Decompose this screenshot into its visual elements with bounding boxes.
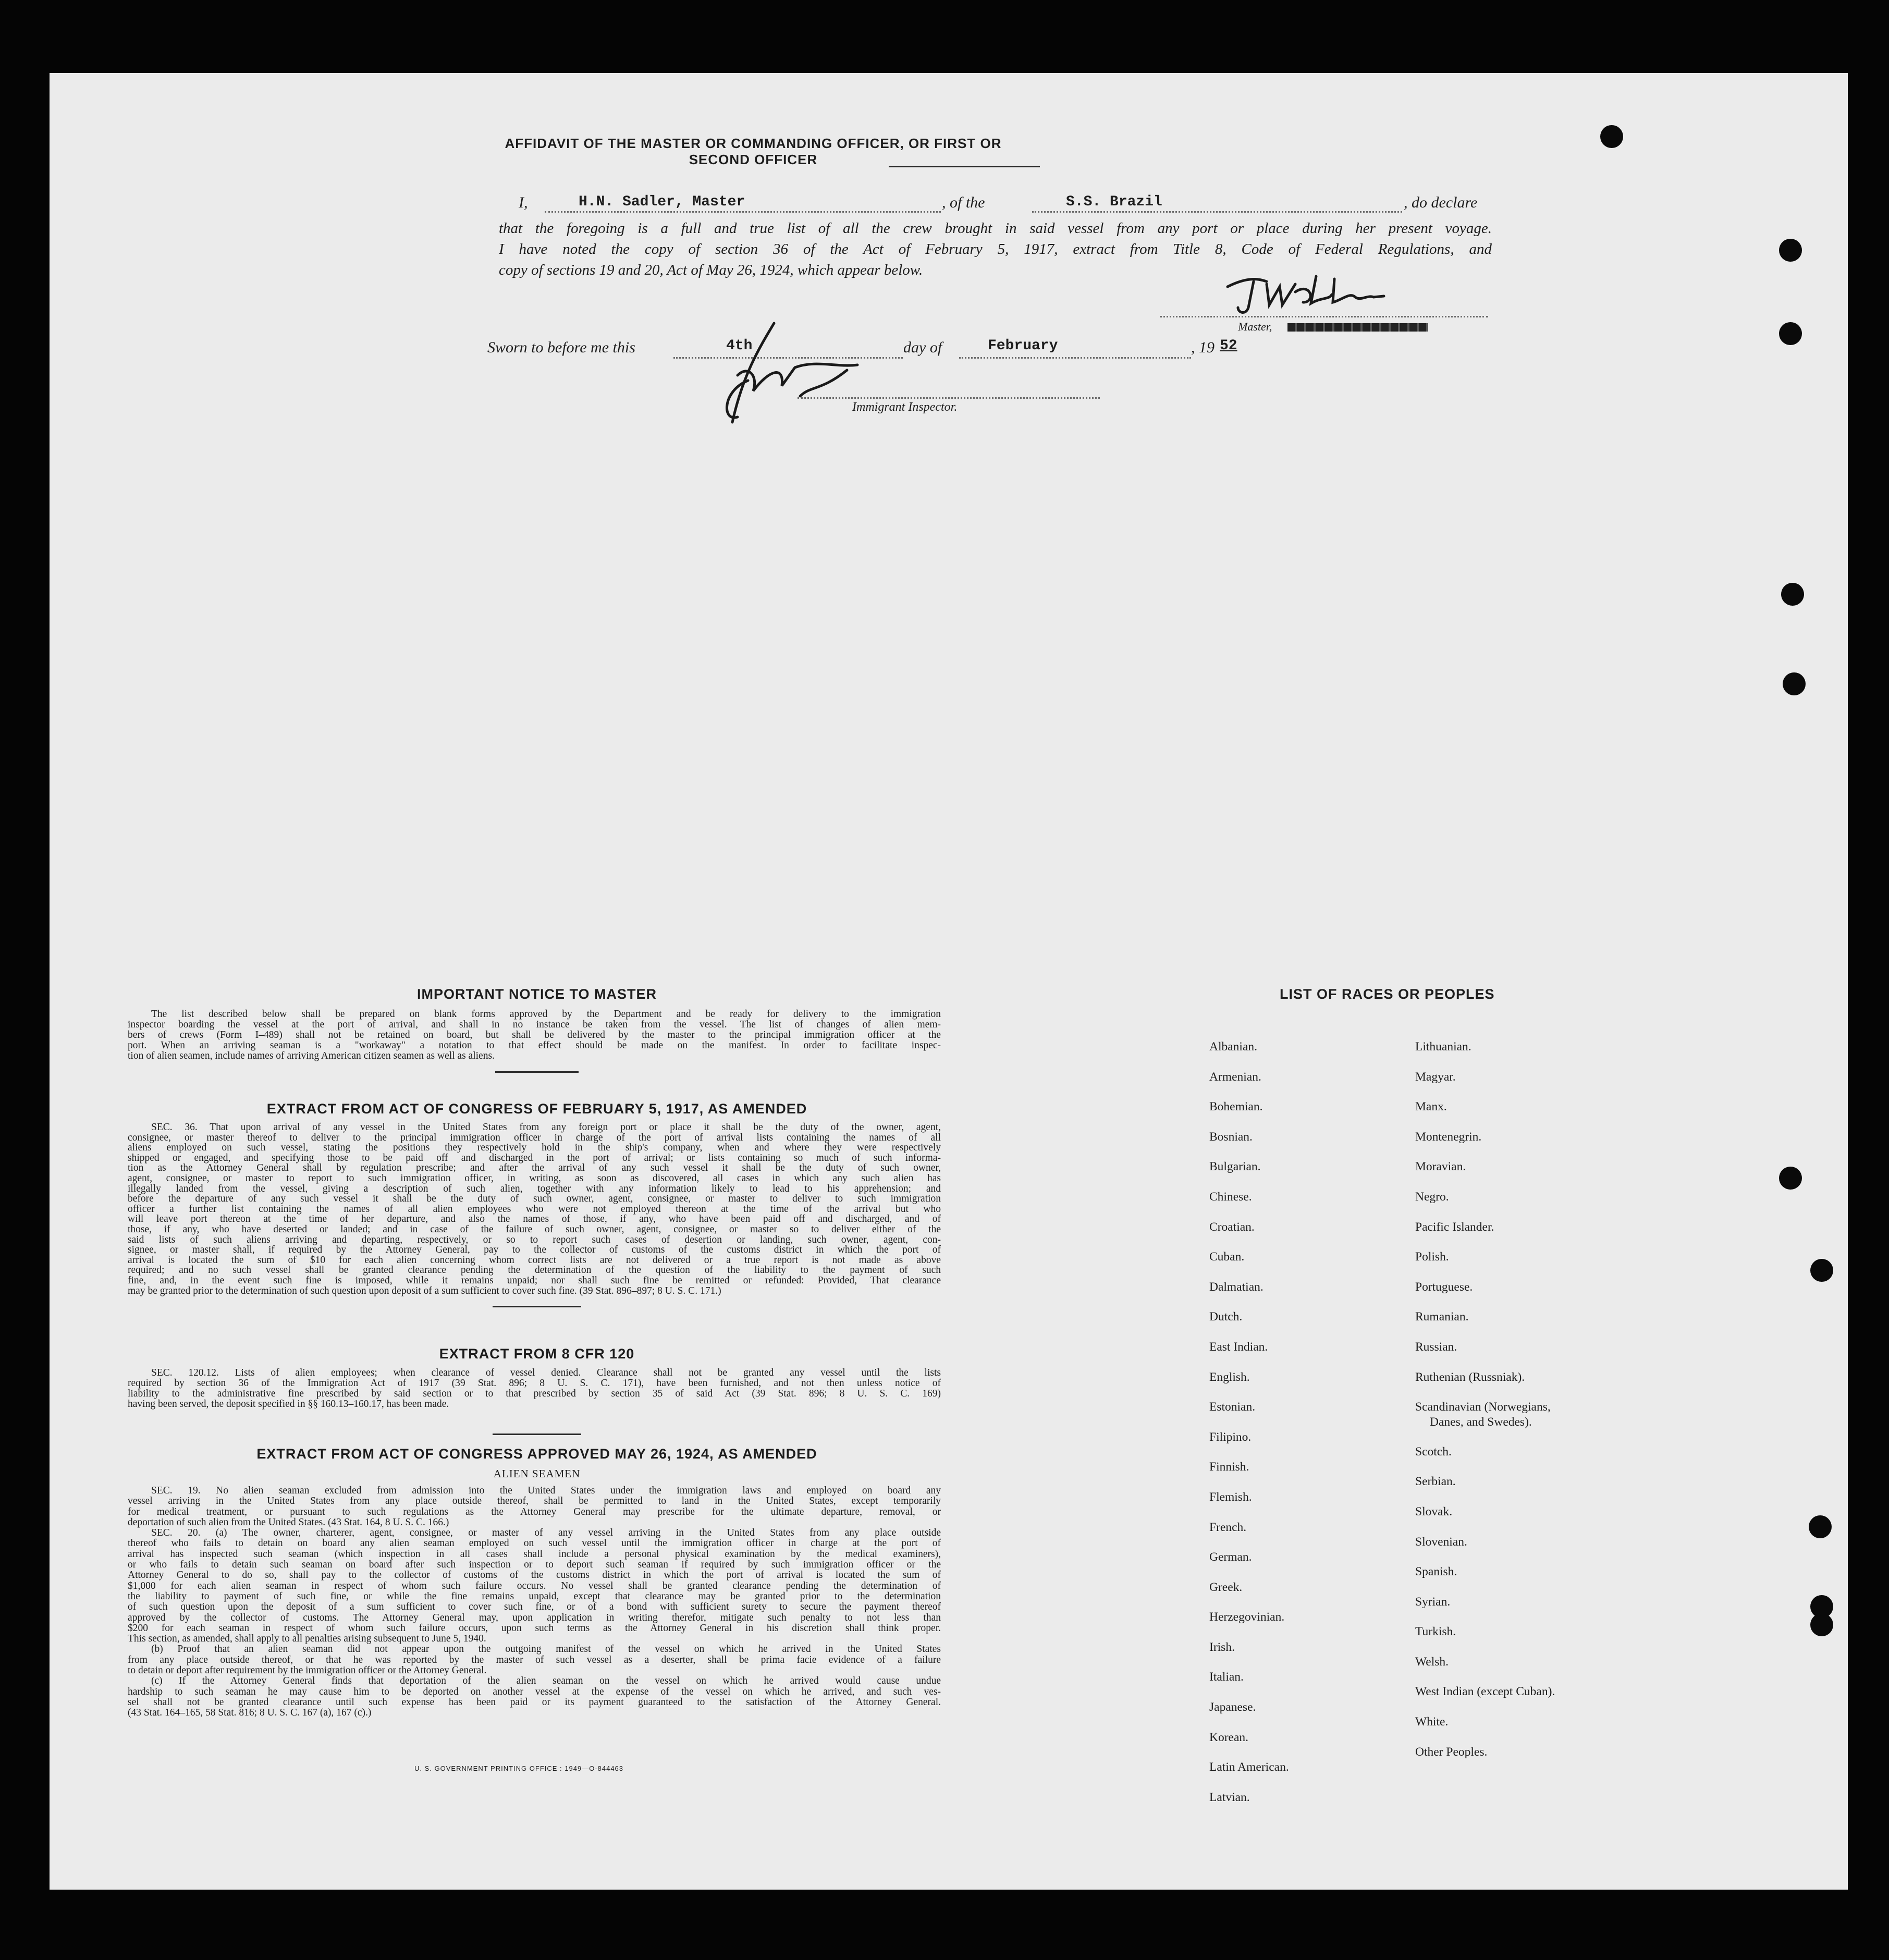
vessel-blank [1032, 211, 1402, 213]
month-blank [959, 357, 1191, 359]
sworn-label: Sworn to before me this [487, 339, 635, 356]
extract-line: may be granted prior to the determination of such question upon deposit of a sum sufficient to cover such fine. (39 Stat. 896–897; 8 U. S. C. 171.) [128, 1285, 721, 1296]
divider [493, 1306, 581, 1307]
race-entry: English. [1209, 1370, 1250, 1384]
extract-line: deportation of such alien from the United States. (43 Stat. 164, 8 U. S. C. 166.) [128, 1516, 449, 1528]
extract-line: agent, consignee, or master to report to such immigration officer, in writing, as soon as discovered, all cases in which any such alien has [128, 1172, 941, 1184]
race-entry: Montenegrin. [1415, 1130, 1482, 1144]
affidavit-heading: AFFIDAVIT OF THE MASTER OR COMMANDING OFFICER, OR FIRST OR SECOND OFFICER [505, 136, 1002, 167]
race-entry: Serbian. [1415, 1475, 1456, 1489]
extract-line: signee, or master shall, if required by the Attorney General, pay to the collector of customs of the customs district in which the port of [128, 1244, 941, 1256]
master-signature-line [1160, 316, 1488, 317]
affidavit-i: I, [519, 194, 528, 211]
races-right-column [1415, 1032, 1555, 1767]
sworn-year: 52 [1220, 338, 1237, 354]
sworn-day: 4th [726, 338, 753, 354]
extract-line: shipped or engaged, and specifying those to be paid off and discharged in the port of arrival; or lists containing so much of such informa- [128, 1152, 941, 1163]
notice-line: tion of alien seamen, include names of arriving American citizen seamen as well as aliens. [128, 1050, 495, 1061]
extract-line: arrival has inspected such seaman (which inspection in all cases shall include a personal physical examination by the medical examiners), [128, 1548, 941, 1560]
affidavit-line-4: copy of sections 19 and 20, Act of May 26, 1924, which appear below. [499, 262, 923, 278]
race-entry: Slovenian. [1415, 1535, 1467, 1549]
extract-line: (b) Proof that an alien seaman did not appear upon the outgoing manifest of the vessel on which he arrived in the United States [151, 1644, 941, 1655]
year-prefix: , 19 [1191, 339, 1215, 356]
race-entry: Spanish. [1415, 1565, 1457, 1579]
race-entry: Scandinavian (Norwegians, [1415, 1400, 1551, 1414]
extract-line: (43 Stat. 164–165, 58 Stat. 816; 8 U. S. C. 167 (a), 167 (c).) [128, 1707, 372, 1719]
inspector-signature [691, 318, 894, 433]
heading-rule [889, 166, 1040, 167]
race-entry: Irish. [1209, 1640, 1235, 1654]
day-of-label: day of [903, 339, 942, 356]
race-entry: Greek. [1209, 1580, 1243, 1594]
race-entry: Dalmatian. [1209, 1280, 1264, 1294]
race-entry: Danes, and Swedes). [1430, 1415, 1532, 1429]
notice-line: inspector boarding the vessel at the port of arrival, and shall in no instance be taken from the vessel. The list of changes of alien mem- [128, 1019, 941, 1030]
extract-line: SEC. 36. That upon arrival of any vessel in the United States from any foreign port or place it shall be the duty of the owner, agent, [151, 1122, 941, 1133]
race-entry: Armenian. [1209, 1070, 1261, 1084]
extract-line: said lists of such aliens arriving and departing, respectively, or so to report such cases of desertion or landing, such owner, agent, con- [128, 1234, 941, 1245]
race-entry: Manx. [1415, 1100, 1447, 1114]
do-declare-label: , do declare [1404, 194, 1478, 211]
race-entry: Flemish. [1209, 1490, 1252, 1504]
alien-seamen-subheading: ALIEN SEAMEN [493, 1467, 581, 1480]
notice-heading: IMPORTANT NOTICE TO MASTER [417, 986, 657, 1002]
extract-line: SEC. 20. (a) The owner, charterer, agent, consignee, or master of any vessel arriving in the United States from any place outside [151, 1527, 941, 1539]
name-blank [545, 211, 941, 213]
extract-line: officer a further list containing the names of all alien employees who were not employed thereon at the time of the arrival but who [128, 1203, 941, 1215]
race-entry: French. [1209, 1520, 1247, 1534]
race-entry: Pacific Islander. [1415, 1220, 1494, 1234]
race-entry: West Indian (except Cuban). [1415, 1685, 1555, 1699]
extract-line: SEC. 19. No alien seaman excluded from admission into the United States under the immigration laws and employed on board any [151, 1485, 941, 1496]
punch-hole [1810, 1259, 1833, 1282]
extract-line: hardship to such seaman he may cause him to be deported on another vessel at the expense of the vessel on which he arrived, and such ves- [128, 1686, 941, 1697]
race-entry: Welsh. [1415, 1655, 1449, 1669]
extract-1917-body [128, 1122, 941, 1296]
race-entry: Latvian. [1209, 1790, 1250, 1804]
race-entry: Italian. [1209, 1670, 1244, 1684]
extract-line: Attorney General to do so, shall pay to the collector of customs of the customs district in which the port of arrival is located the sum of [128, 1570, 941, 1581]
race-entry: Slovak. [1415, 1504, 1453, 1518]
extract-cfr-body [128, 1368, 941, 1410]
extract-line: liability to the administrative fine prescribed by said section or to that prescribed by section 35 of said Act (39 Stat. 896; 8 U. S. C. 169) [128, 1388, 941, 1399]
extract-line: SEC. 120.12. Lists of alien employees; when clearance of vessel denied. Clearance shall not be granted any vessel until the lists [151, 1367, 941, 1378]
punch-hole [1779, 239, 1802, 262]
punch-hole [1779, 1167, 1802, 1190]
notice-line: The list described below shall be prepared on blank forms approved by the Department and be ready for delivery to the immigration [151, 1009, 941, 1020]
race-entry: Croatian. [1209, 1220, 1255, 1234]
extract-line: required by section 36 of the Immigration Act of 1917 (39 Stat. 896; 8 U. S. C. 171), have been furnished, and not then unless notice of [128, 1378, 941, 1389]
race-entry: East Indian. [1209, 1340, 1268, 1354]
extract-line: aliens employed on such vessel, stating the positions they respectively hold in the ship's company, when and where they were respectively [128, 1142, 941, 1154]
race-entry: Lithuanian. [1415, 1040, 1471, 1054]
extract-line: having been served, the deposit specified in §§ 160.13–160.17, has been made. [128, 1399, 449, 1410]
document-page [50, 73, 1848, 1890]
race-entry: Filipino. [1209, 1430, 1252, 1444]
punch-hole [1600, 125, 1623, 148]
race-entry: Magyar. [1415, 1070, 1456, 1084]
extract-line: of such question upon the deposit of a sum sufficient to cover such fine, or of a bond with sufficient surety to secure the payment thereof [128, 1601, 941, 1613]
extract-line: will leave port thereon at the time of her departure, and also the names of those, if any, who have been paid off and discharged, and of [128, 1214, 941, 1225]
extract-line: consignee, or master thereof to deliver to the principal immigration officer in charge of the port of arrival lists containing the names of all [128, 1132, 941, 1143]
race-entry: Korean. [1209, 1730, 1249, 1744]
race-entry: Cuban. [1209, 1250, 1245, 1264]
divider [493, 1434, 581, 1435]
race-entry: Rumanian. [1415, 1310, 1469, 1324]
extract-line: This section, as amended, shall apply to all penalties arising subsequent to June 5, 1940. [128, 1633, 486, 1645]
extract-line: required; and no such vessel shall be granted clearance pending the determination of the question of the liability to the payment of such [128, 1265, 941, 1276]
extract-line: the liability to payment of such fine, or while the fine remains unpaid, except that clearance may be granted prior to the determination [128, 1590, 941, 1602]
master-name: H.N. Sadler, Master [579, 194, 745, 210]
extract-line: tion as the Attorney General shall by regulation prescribe; and after the arrival of any such vessel it shall be the duty of such owner, [128, 1162, 941, 1174]
sworn-month: February [988, 338, 1058, 354]
race-entry: Polish. [1415, 1250, 1449, 1264]
race-entry: Portuguese. [1415, 1280, 1473, 1294]
race-entry: Estonian. [1209, 1400, 1256, 1414]
printing-office-footer: U. S. GOVERNMENT PRINTING OFFICE : 1949—O-844463 [414, 1765, 624, 1772]
race-entry: Herzegovinian. [1209, 1610, 1285, 1624]
punch-hole [1810, 1613, 1833, 1636]
extract-cfr-heading: EXTRACT FROM 8 CFR 120 [439, 1346, 635, 1362]
extract-line: or who fails to detain such seaman on board after such inspection or to deport such seaman if required by such immigration officer or the [128, 1559, 941, 1571]
race-entry: Other Peoples. [1415, 1745, 1488, 1759]
notice-line: bers of crews (Form I–489) shall not be retained on board, but shall be delivered by the master to the principal immigration officer at the [128, 1030, 941, 1040]
race-entry: Turkish. [1415, 1625, 1456, 1639]
extract-1924-heading: EXTRACT FROM ACT OF CONGRESS APPROVED MAY 26, 1924, AS AMENDED [256, 1446, 817, 1462]
race-entry: Chinese. [1209, 1190, 1252, 1204]
extract-line: thereof who fails to detain on board any alien seaman employed on such vessel until the immigration officer in charge at the port of [128, 1538, 941, 1549]
master-signature [1217, 271, 1415, 318]
race-entry: Bohemian. [1209, 1100, 1263, 1114]
extract-line: sel shall not be granted clearance until such expense has been paid or its payment guaranteed to the satisfaction of the Attorney General. [128, 1696, 941, 1708]
race-entry: White. [1415, 1715, 1449, 1729]
race-entry: Japanese. [1209, 1700, 1256, 1714]
extract-line: for medical treatment, or pursuant to such regulations as the Attorney General may prescribe for the ultimate departure, removal, or [128, 1506, 941, 1517]
struck-title [1287, 323, 1428, 332]
race-entry: Syrian. [1415, 1595, 1451, 1609]
extract-line: before the departure of any such vessel it shall be the duty of such owner, agent, consignee, or master to deliver to such immigration [128, 1193, 941, 1205]
races-heading: LIST OF RACES OR PEOPLES [1280, 986, 1495, 1002]
race-entry: Latin American. [1209, 1760, 1289, 1774]
notice-body [128, 1009, 941, 1061]
race-entry: Dutch. [1209, 1310, 1243, 1324]
vessel-name: S.S. Brazil [1066, 194, 1162, 210]
of-the-label: , of the [942, 194, 985, 211]
race-entry: Albanian. [1209, 1040, 1258, 1054]
extract-1924-body [128, 1486, 941, 1719]
extract-line: arrival is located the sum of $10 for each alien concerning whom correct lists are not delivered or a true report is not made as above [128, 1254, 941, 1266]
extract-line: (c) If the Attorney General finds that deportation of the alien seaman on the vessel on which he arrived would cause undue [151, 1675, 941, 1687]
extract-line: fine, and, in the event such fine is imposed, while it remains unpaid; nor shall such fine be remitted or refunded: Provided, That clearance [128, 1275, 941, 1286]
races-left-column [1209, 1032, 1289, 1812]
race-entry: Finnish. [1209, 1460, 1249, 1474]
affidavit-line-2: that the foregoing is a full and true list of all the crew brought in said vessel from any port or place during her present voyage. [499, 220, 1492, 237]
extract-line: to detain or deport after requirement by the immigration officer or the Attorney General. [128, 1665, 487, 1676]
extract-line: $200 for each seaman in respect of whom such failure occurs, upon such terms as the Attorney General in his discretion shall think proper. [128, 1622, 941, 1634]
extract-1917-heading: EXTRACT FROM ACT OF CONGRESS OF FEBRUARY 5, 1917, AS AMENDED [266, 1101, 807, 1117]
inspector-signature-line [798, 397, 1100, 399]
punch-hole [1783, 672, 1806, 695]
extract-line: $1,000 for each alien seaman in respect of whom such failure occurs. No vessel shall be granted clearance pending the determination of [128, 1580, 941, 1591]
race-entry: Bosnian. [1209, 1130, 1253, 1144]
affidavit-line-3: I have noted the copy of section 36 of the Act of February 5, 1917, extract from Title 8, Code of Federal Regulations, and [499, 241, 1492, 258]
inspector-label: Immigrant Inspector. [852, 400, 958, 414]
extract-line: from any place outside thereof, or that he was reported by the master of such vessel as a deserter, shall be prima facie evidence of a failure [128, 1654, 941, 1665]
punch-hole [1779, 322, 1802, 345]
divider [495, 1071, 579, 1073]
race-entry: Negro. [1415, 1190, 1449, 1204]
punch-hole [1809, 1515, 1832, 1538]
race-entry: German. [1209, 1550, 1252, 1564]
extract-line: illegally landed from the vessel, giving a description of such alien, together with any information likely to lead to his apprehension; and [128, 1183, 941, 1194]
extract-line: vessel arriving in the United States from any place outside thereof, shall be permitted to land in the United States, except temporarily [128, 1496, 941, 1507]
race-entry: Moravian. [1415, 1160, 1466, 1174]
extract-line: approved by the collector of customs. The Attorney General may, upon application in writing therefor, mitigate such penalty to not less than [128, 1612, 941, 1623]
race-entry: Russian. [1415, 1340, 1457, 1354]
notice-line: port. When an arriving seaman is a "workaway" a notation to that effect should be made on the manifest. In order to facilitate inspec- [128, 1040, 941, 1051]
race-entry: Scotch. [1415, 1444, 1452, 1459]
extract-line: those, if any, who have deserted or landed; and in case of the failure of such owner, agent, consignee, or master so to deliver either of the [128, 1223, 941, 1235]
race-entry: Bulgarian. [1209, 1160, 1261, 1174]
race-entry: Ruthenian (Russniak). [1415, 1370, 1525, 1384]
master-label: Master, [1238, 320, 1272, 333]
punch-hole [1781, 583, 1804, 606]
